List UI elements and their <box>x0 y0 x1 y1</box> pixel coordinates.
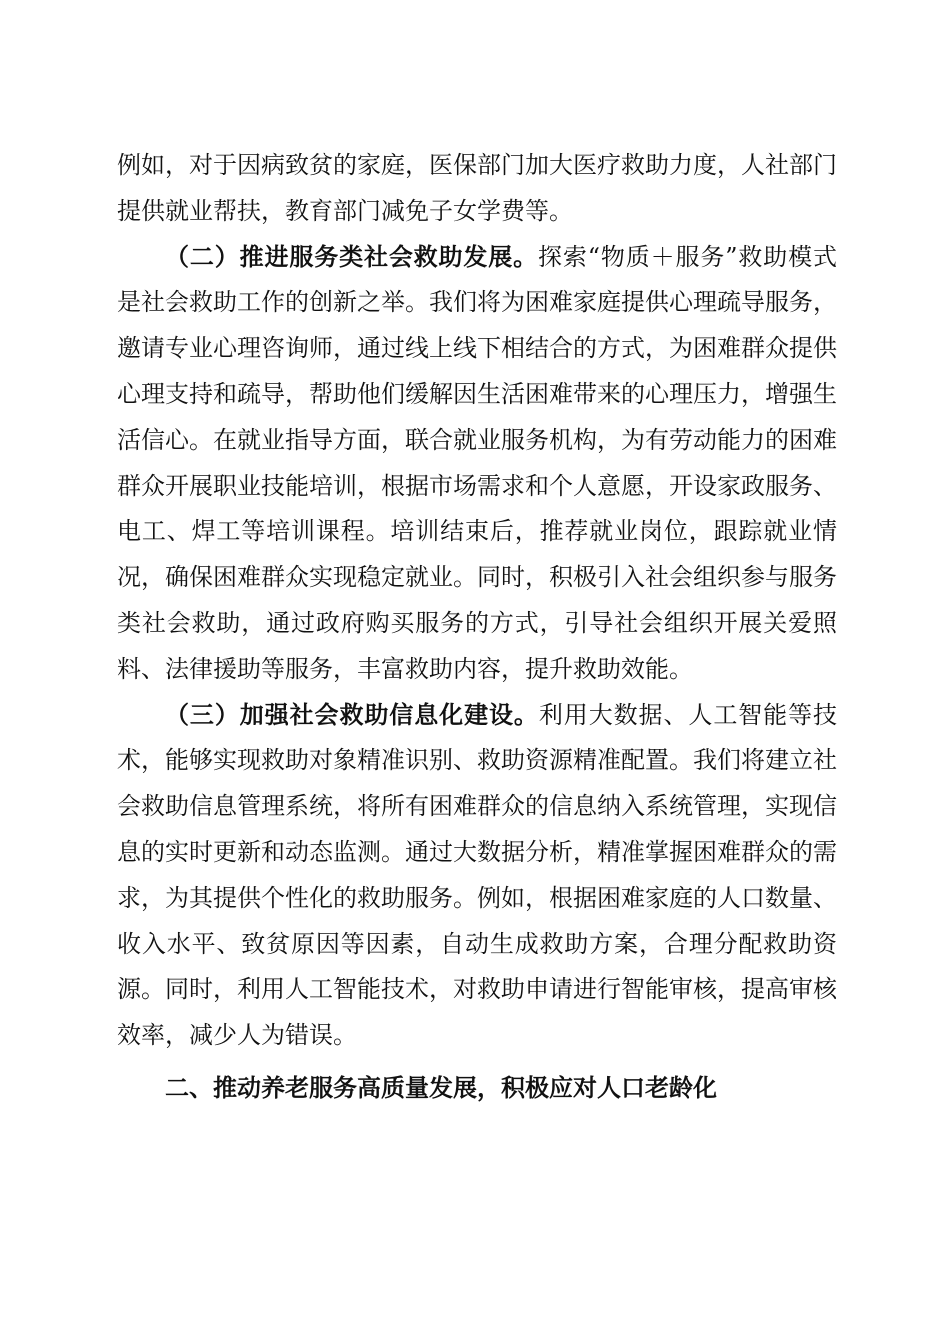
paragraph-informatization <box>117 693 837 1059</box>
paragraph-informatization-text: 利用大数据、人工智能等技术，能够实现救助对象精准识别、救助资源精准配置。我们将建立社会救助信息管理系统，将所有困难群众的信息纳入系统管理，实现信息的实时更新和动态监测。通过大数据分析，精准掌握困难群众的需求，为其提供个性化的救助服务。例如，根据困难家庭的人口数量、收入水平、致贫原因等因素，自动生成救助方案，合理分配救助资源。同时，利用人工智能技术，对救助申请进行智能审核，提高审核效率，减少人为错误。 <box>117 700 838 1050</box>
document-body <box>117 143 837 1117</box>
section-heading-elderly-care: 二、推动养老服务高质量发展，积极应对人口老龄化 <box>165 1073 717 1102</box>
paragraph-service-assistance <box>117 235 837 693</box>
paragraph-service-assistance-text: 探索“物质＋服务”救助模式是社会救助工作的创新之举。我们将为困难家庭提供心理疏导服务，邀请专业心理咨询师，通过线上线下相结合的方式，为困难群众提供心理支持和疏导，帮助他们缓解因生活困难带来的心理压力，增强生活信心。在就业指导方面，联合就业服务机构，为有劳动能力的困难群众开展职业技能培训，根据市场需求和个人意愿，开设家政服务、电工、焊工等培训课程。培训结束后，推荐就业岗位，跟踪就业情况，确保困难群众实现稳定就业。同时，积极引入社会组织参与服务类社会救助，通过政府购买服务的方式，引导社会组织开展关爱照料、法律援助等服务，丰富救助内容，提升救助效能。 <box>117 242 837 683</box>
subheading-service-assistance: （二）推进服务类社会救助发展。 <box>165 242 539 271</box>
paragraph-continuation: 例如，对于因病致贫的家庭，医保部门加大医疗救助力度，人社部门提供就业帮扶，教育部门减免子女学费等。 <box>117 151 837 225</box>
subheading-informatization: （三）加强社会救助信息化建设。 <box>165 700 539 729</box>
